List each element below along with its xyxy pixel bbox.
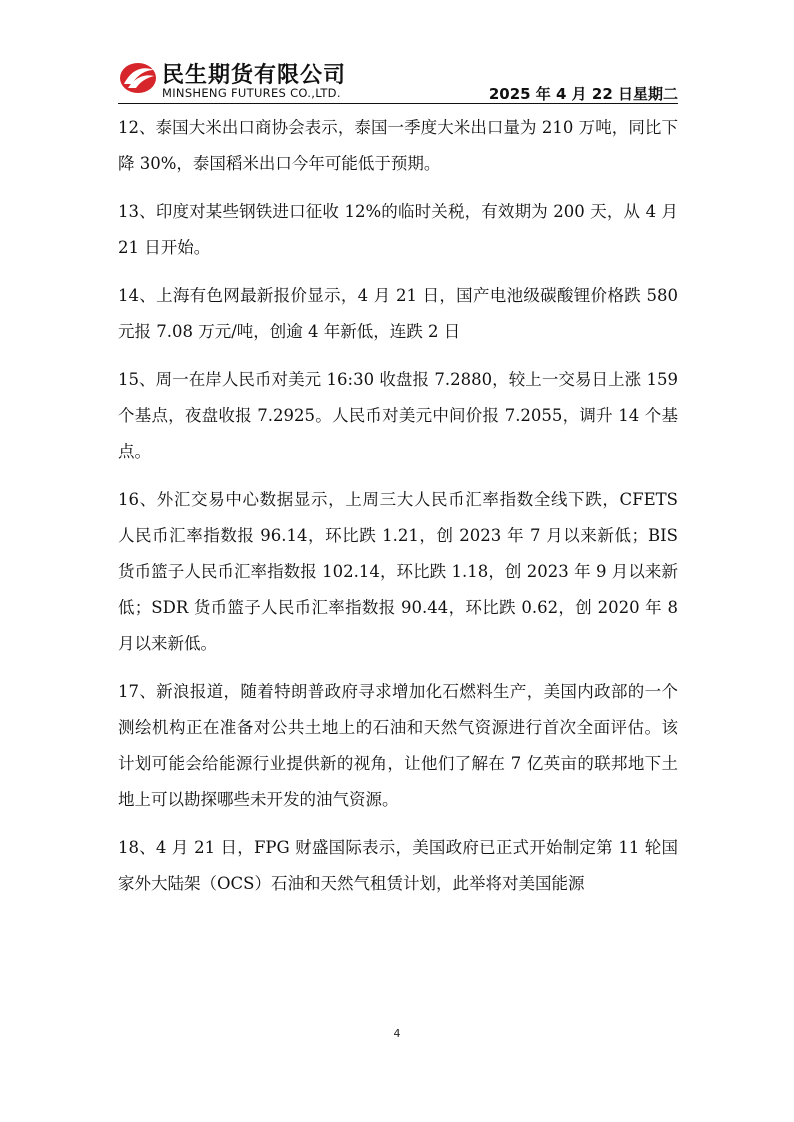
news-item: 18、4 月 21 日，FPG 财盛国际表示，美国政府已正式开始制定第 11 轮国家外大陆架（OCS）石油和天然气租赁计划，此举将对美国能源 (118, 838, 678, 893)
news-item: 12、泰国大米出口商协会表示，泰国一季度大米出口量为 210 万吨，同比下降 30%，泰国稻米出口今年可能低于预期。 (118, 118, 678, 173)
report-date: 2025 年 4 月 22 日星期二 (488, 85, 678, 103)
news-item: 17、新浪报道，随着特朗普政府寻求增加化石燃料生产，美国内政部的一个测绘机构正在准备对公共土地上的石油和天然气资源进行首次全面评估。该计划可能会给能源行业提供新的视角，让他们了解在 7 亿英亩的联邦地下土地上可以勘探哪些未开发的油气资源。 (118, 682, 678, 809)
page-header (118, 56, 678, 106)
news-item: 14、上海有色网最新报价显示，4 月 21 日，国产电池级碳酸锂价格跌 580 元报 7.08 万元/吨，创逾 4 年新低，连跌 2 日 (118, 286, 678, 341)
news-item: 13、印度对某些钢铁进口征收 12%的临时关税，有效期为 200 天，从 4 月 21 日开始。 (118, 202, 678, 257)
header-rule (118, 103, 678, 104)
news-list (118, 110, 678, 914)
news-item: 16、外汇交易中心数据显示，上周三大人民币汇率指数全线下跌，CFETS 人民币汇率指数报 96.14，环比跌 1.21，创 2023 年 7 月以来新低；BIS 货币篮子人民币汇率指数报 102.14，环比跌 1.18，创 2023 年 9 月以来新低；SDR 货币篮子人民币汇率指数报 90.44，环比跌 0.62，创 2020 年 8 月以来新低。 (118, 490, 678, 653)
company-name-cn: 民生期货有限公司 (162, 63, 347, 88)
page-number: 4 (393, 1027, 401, 1040)
company-name-en: MINSHENG FUTURES CO.,LTD. (162, 86, 341, 100)
news-item: 15、周一在岸人民币对美元 16:30 收盘报 7.2880，较上一交易日上涨 159 个基点，夜盘收报 7.2925。人民币对美元中间价报 7.2055，调升 14 个基点。 (118, 370, 678, 461)
company-logo (118, 56, 378, 104)
minsheng-logo-icon (118, 58, 158, 98)
